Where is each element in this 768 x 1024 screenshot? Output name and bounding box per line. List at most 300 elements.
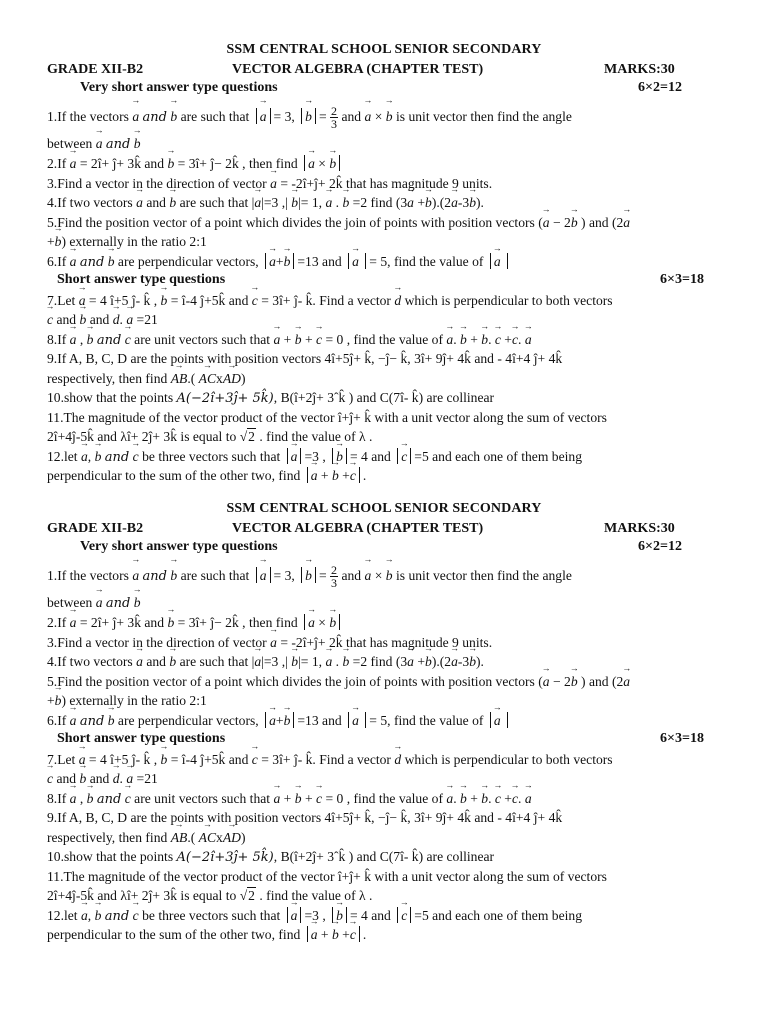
test-sheet-bottom: [0, 499, 768, 958]
vector-a: → a: [70, 711, 77, 730]
vector-c: → c: [252, 291, 258, 310]
q7-text: = î-4 ĵ+5k̂ and: [170, 293, 249, 308]
vector-a: → a: [352, 711, 359, 730]
q1-text: =: [318, 109, 327, 124]
vector-b: → b: [332, 925, 339, 944]
q12-text: .: [362, 468, 367, 483]
vector-b: → b: [386, 104, 393, 130]
vector-a: → a: [291, 906, 298, 925]
q4-text: =2 find (3: [352, 195, 408, 210]
vector-a: → a: [352, 252, 359, 271]
vector-a: → a: [70, 252, 77, 271]
q10-text: , B(î+2ĵ+ 3ˆk̂ ) and C(7î- k̂) are collinear: [273, 849, 495, 864]
question-12: 12.let → a, → b and → c be three vectors such that → a =3 , → b = 4 and → c =5 and each one of them being: [47, 906, 727, 926]
q1-text: 1.If the vectors: [47, 568, 129, 583]
vector-a: → a: [136, 193, 143, 212]
vector-ab: → AB: [171, 828, 188, 847]
vector-a: → a: [325, 652, 332, 671]
q10-text: 10.show that the points: [47, 390, 174, 405]
vector-b: → b: [170, 104, 177, 130]
q12-text: perpendicular to the sum of the other two, find: [47, 927, 301, 942]
vector-c: → c: [401, 906, 407, 925]
vector-a: → a: [311, 925, 318, 944]
and-word: and: [105, 596, 131, 611]
question-11: [47, 867, 727, 886]
frac-den: 3: [331, 576, 338, 591]
q4-text: are such that |: [179, 195, 255, 210]
q12-text: =3 ,: [304, 449, 326, 464]
vector-a: → a: [81, 447, 88, 466]
question-1: [47, 104, 727, 130]
vector-b: → b: [336, 447, 343, 466]
vector-a: → a: [525, 330, 532, 349]
vector-c: → c: [316, 330, 322, 349]
vector-b: → b: [169, 193, 176, 212]
q2-text: = 2î+ ĵ+ 3k̂ and: [79, 615, 165, 630]
q8-text: are unit vectors such that: [134, 791, 271, 806]
vector-a: → a: [269, 252, 276, 271]
q11-text: 2î+4ĵ-5k̂ and λî+ 2ĵ+ 3k̂ is equal to: [47, 429, 237, 444]
vector-b: → b: [80, 769, 87, 788]
question-10: [47, 847, 727, 867]
vector-b: → b: [481, 789, 488, 808]
vector-a: → a: [543, 672, 550, 691]
vector-a: → a: [308, 154, 315, 173]
q1-text: 1.If the vectors: [47, 109, 129, 124]
q1-text: and: [341, 109, 362, 124]
question-3: [47, 174, 727, 193]
vector-b: → b: [332, 466, 339, 485]
and-word: and: [56, 312, 77, 327]
q1-text: =: [318, 568, 327, 583]
vector-a: → a: [270, 174, 277, 193]
and-word: and: [142, 110, 167, 125]
vector-b: → b: [134, 134, 141, 153]
vector-ac: → AC: [199, 369, 216, 388]
vector-c: → c: [401, 447, 407, 466]
vector-b: → b: [134, 593, 141, 612]
vector-c: → c: [495, 789, 501, 808]
and-word: and: [104, 909, 130, 924]
q7-text: 7.Let: [47, 752, 76, 767]
vector-b: → b: [170, 563, 177, 589]
and-word: and: [96, 333, 122, 348]
question-11-cont: 2î+4ĵ-5k̂ and λî+ 2ĵ+ 3k̂ is equal to √2 . find the value of λ .: [47, 888, 373, 903]
total-marks: MARKS:30: [604, 521, 675, 536]
vector-a: → a: [291, 447, 298, 466]
vector-b: → b: [469, 193, 476, 212]
q4-text: =2 find (3: [352, 654, 408, 669]
question-5-cont: +→ b) externally in the ratio 2:1: [47, 232, 727, 251]
vector-a: → a: [79, 750, 86, 769]
vector-b: → b: [329, 613, 336, 632]
vector-b: → b: [87, 789, 94, 808]
vector-b: → b: [87, 330, 94, 349]
vector-b: → b: [386, 563, 393, 589]
school-name: SSM CENTRAL SCHOOL SENIOR SECONDARY: [226, 42, 542, 57]
vector-a: → a: [81, 906, 88, 925]
vector-b: → b: [295, 789, 302, 808]
question-9-cont: respectively, then find → AB.( → ACx→ AD): [47, 828, 727, 847]
q1-text: is unit vector then find the angle: [395, 568, 572, 583]
question-5: 5.Find the position vector of a point which divides the join of points with position vectors (→ a − 2→ b ) and (2→ a: [47, 213, 727, 232]
vector-b: → b: [95, 447, 102, 466]
question-5-cont: +→ b) externally in the ratio 2:1: [47, 691, 727, 710]
vector-a: → a: [79, 291, 86, 310]
vector-b: → b: [305, 563, 312, 589]
vector-a: → a: [525, 789, 532, 808]
vector-a: → a: [407, 193, 414, 212]
q8-text: = 0 , find the value of: [325, 791, 443, 806]
q4-text: ).(2: [431, 654, 452, 669]
test-sheet-top: [0, 40, 768, 499]
times-sign: ×: [374, 568, 383, 583]
question-4: 4.If two vectors → a and → b are such that |→ a|=3 ,| → b|= 1, → a . → b =2 find (3→ a +→ b).(2→ a-3→ b).: [47, 652, 727, 671]
question-1-cont: [47, 593, 727, 613]
q12-text: be three vectors such that: [142, 908, 281, 923]
vector-b: → b: [291, 652, 298, 671]
question-1-cont: [47, 134, 727, 154]
chapter-title: VECTOR ALGEBRA (CHAPTER TEST): [232, 521, 484, 536]
section-marks: 6×2=12: [638, 539, 682, 554]
vector-c: → c: [133, 906, 139, 925]
q5-text: ) externally in the ratio 2:1: [61, 234, 207, 249]
and-word: and: [96, 792, 122, 807]
vector-d: → d: [113, 769, 120, 788]
question-9: [47, 349, 727, 368]
q1-text: between: [47, 136, 93, 151]
vector-a: → a: [132, 563, 139, 589]
grade: GRADE XII-B2: [47, 521, 144, 536]
q4-text: |= 1,: [298, 654, 323, 669]
sqrt-value: 2: [248, 429, 255, 444]
and-word: and: [105, 137, 131, 152]
vector-b: → b: [336, 906, 343, 925]
vector-a: → a: [446, 330, 453, 349]
q4-text: |=3 ,|: [261, 654, 288, 669]
vector-b: → b: [167, 613, 174, 632]
vector-c: → c: [495, 330, 501, 349]
fraction: [330, 564, 338, 589]
question-7: [47, 750, 727, 769]
vector-a: → a: [451, 193, 458, 212]
chapter-title: VECTOR ALGEBRA (CHAPTER TEST): [232, 62, 484, 77]
vector-c: → c: [252, 750, 258, 769]
question-7-cont: → c and → b and → d. → a =21: [47, 769, 727, 788]
q7-text: = 4 î+5 ĵ- k̂ ,: [88, 293, 158, 308]
q12-text: =5 and each one of them being: [414, 449, 582, 464]
q10-text: , B(î+2ĵ+ 3ˆk̂ ) and C(7î- k̂) are collinear: [273, 390, 495, 405]
q11-text: . find the value of λ .: [259, 888, 373, 903]
vector-a: → a: [126, 310, 133, 329]
vector-a: → a: [136, 652, 143, 671]
q9-text: 9.If A, B, C, D are the points with position vectors 4î+5ĵ+ k̂, −ĵ− k̂, 3î+ 9ĵ+ 4k̂ and - 4î+4 ĵ+ 4k̂: [47, 351, 563, 366]
point-a: A(−2î+3ĵ+ 5k̂): [176, 850, 274, 865]
q3-text: = -2î+ĵ+ 2k̂ that has magnitude 9 units.: [280, 176, 493, 191]
vector-a: → a: [273, 789, 280, 808]
q1-text: and: [341, 568, 362, 583]
vector-a: → a: [451, 652, 458, 671]
grade: GRADE XII-B2: [47, 62, 144, 77]
question-7: [47, 291, 727, 310]
vector-a: → a: [494, 252, 501, 271]
vector-a: → a: [308, 613, 315, 632]
vector-a: → a: [365, 104, 372, 130]
vector-c: → c: [316, 789, 322, 808]
vector-b: → b: [295, 330, 302, 349]
q6-text: are perpendicular vectors,: [117, 254, 259, 269]
vector-b: → b: [425, 652, 432, 671]
section-title: Short answer type questions: [57, 272, 226, 287]
vector-b: → b: [284, 711, 291, 730]
question-7-cont: → c and → b and → d. → a =21: [47, 310, 727, 329]
section-title: Short answer type questions: [57, 731, 226, 746]
vector-b: → b: [481, 330, 488, 349]
and-word: and: [79, 255, 105, 270]
vector-b: → b: [425, 193, 432, 212]
q4-text: 4.If two vectors: [47, 195, 133, 210]
vector-c: → c: [125, 330, 131, 349]
q2-text: = 3î+ ĵ− 2k̂ , then find: [177, 615, 298, 630]
question-6: 6.If → a and → b are perpendicular vectors, → a+→ b =13 and → a = 5, find the value of → a: [47, 711, 727, 731]
vector-a: → a: [446, 789, 453, 808]
q4-text: -3: [457, 654, 470, 669]
frac-num: 2: [331, 563, 338, 578]
q12-text: = 4 and: [349, 449, 391, 464]
vector-a: → a: [254, 652, 261, 671]
q6-text: 6.If: [47, 713, 67, 728]
question-5: 5.Find the position vector of a point which divides the join of points with position vectors (→ a − 2→ b ) and (2→ a: [47, 672, 727, 691]
vector-b: → b: [161, 291, 168, 310]
section-marks: 6×3=18: [660, 731, 704, 746]
vector-a: → a: [273, 330, 280, 349]
fraction: [330, 105, 338, 130]
q4-text: ).: [476, 195, 484, 210]
q6-text: =13 and: [297, 713, 342, 728]
vector-b: → b: [291, 193, 298, 212]
times-sign: ×: [318, 615, 326, 630]
vector-b: → b: [55, 691, 62, 710]
vector-c: → c: [512, 330, 518, 349]
vector-a: → a: [543, 213, 550, 232]
vector-a: → a: [126, 769, 133, 788]
vector-ad: → AD: [223, 369, 241, 388]
q11-text: 11.The magnitude of the vector product of the vector î+ĵ+ k̂ with a unit vector along the sum of vectors: [47, 410, 607, 425]
q8-text: are unit vectors such that: [134, 332, 271, 347]
q7-text: and: [89, 771, 110, 786]
sqrt-value: 2: [248, 888, 255, 903]
vector-b: → b: [460, 789, 467, 808]
q9-text: 9.If A, B, C, D are the points with position vectors 4î+5ĵ+ k̂, −ĵ− k̂, 3î+ 9ĵ+ 4k̂ and - 4î+4 ĵ+ 4k̂: [47, 810, 563, 825]
q6-text: = 5, find the value of: [369, 713, 484, 728]
question-2: [47, 613, 727, 632]
vector-b: → b: [329, 154, 336, 173]
q8-text: = 0 , find the value of: [325, 332, 443, 347]
q10-text: 10.show that the points: [47, 849, 174, 864]
q1-text: between: [47, 595, 93, 610]
question-2: [47, 154, 727, 173]
and-word: and: [146, 654, 166, 669]
section-marks: 6×3=18: [660, 272, 704, 287]
q1-text: is unit vector then find the angle: [395, 109, 572, 124]
vector-a: → a: [70, 154, 77, 173]
q5-text: ) externally in the ratio 2:1: [61, 693, 207, 708]
q5-text: ) and (2: [581, 215, 624, 230]
q1-text: are such that: [180, 109, 250, 124]
vector-ac: → AC: [199, 828, 216, 847]
q2-text: 2.If: [47, 615, 67, 630]
q7-text: = 3î+ ĵ- k̂. Find a vector: [261, 752, 391, 767]
q4-text: are such that |: [179, 654, 255, 669]
vector-b: → b: [95, 906, 102, 925]
vector-a: → a: [407, 652, 414, 671]
vector-c: → c: [350, 925, 356, 944]
q7-text: = 4 î+5 ĵ- k̂ ,: [88, 752, 158, 767]
vector-b: → b: [305, 104, 312, 130]
vector-a: → a: [254, 193, 261, 212]
q2-text: 2.If: [47, 156, 67, 171]
q4-text: |=3 ,|: [261, 195, 288, 210]
q12-text: =5 and each one of them being: [414, 908, 582, 923]
vector-ab: → AB: [171, 369, 188, 388]
q4-text: |= 1,: [298, 195, 323, 210]
vector-a: → a: [623, 213, 630, 232]
and-word: and: [104, 450, 130, 465]
q12-text: be three vectors such that: [142, 449, 281, 464]
and-word: and: [146, 195, 166, 210]
q12-text: = 4 and: [349, 908, 391, 923]
q6-text: =13 and: [297, 254, 342, 269]
q3-text: 3.Find a vector in the direction of vector: [47, 635, 267, 650]
vector-ad: → AD: [223, 828, 241, 847]
q12-text: 12.let: [47, 908, 78, 923]
vector-d: → d: [394, 750, 401, 769]
frac-num: 2: [331, 104, 338, 119]
vector-b: → b: [169, 652, 176, 671]
q4-text: ).: [476, 654, 484, 669]
total-marks: MARKS:30: [604, 62, 675, 77]
vector-c: → c: [350, 466, 356, 485]
q8-text: 8.If: [47, 791, 67, 806]
q12-text: perpendicular to the sum of the other two, find: [47, 468, 301, 483]
question-6: 6.If → a and → b are perpendicular vectors, → a+→ b =13 and → a = 5, find the value of → a: [47, 252, 727, 272]
q7-text: = 3î+ ĵ- k̂. Find a vector: [261, 293, 391, 308]
q6-text: are perpendicular vectors,: [117, 713, 259, 728]
vector-b: → b: [571, 672, 578, 691]
vector-a: → a: [96, 134, 103, 153]
section-title: Very short answer type questions: [80, 539, 278, 554]
vector-b: → b: [80, 310, 87, 329]
vector-a: → a: [623, 672, 630, 691]
q4-text: 4.If two vectors: [47, 654, 133, 669]
q7-text: = î-4 ĵ+5k̂ and: [170, 752, 249, 767]
vector-b: → b: [571, 213, 578, 232]
vector-a: → a: [325, 193, 332, 212]
q1-text: = 3,: [273, 568, 295, 583]
q4-text: -3: [457, 195, 470, 210]
q7-text: 7.Let: [47, 293, 76, 308]
question-9-cont: respectively, then find → AB.( → ACx→ AD): [47, 369, 727, 388]
vector-b: → b: [342, 652, 349, 671]
q1-text: = 3,: [273, 109, 295, 124]
vector-c: → c: [47, 769, 53, 788]
vector-a: → a: [132, 104, 139, 130]
vector-c: → c: [125, 789, 131, 808]
q8-text: 8.If: [47, 332, 67, 347]
vector-b: → b: [469, 652, 476, 671]
section-title: Very short answer type questions: [80, 80, 278, 95]
q11-text: 11.The magnitude of the vector product of the vector î+ĵ+ k̂ with a unit vector along the sum of vectors: [47, 869, 607, 884]
question-3: [47, 633, 727, 652]
question-1: [47, 563, 727, 589]
question-11: [47, 408, 727, 427]
vector-a: → a: [494, 711, 501, 730]
vector-a: → a: [70, 789, 77, 808]
question-12-cont: perpendicular to the sum of the other two, find → a + → b +→ c .: [47, 466, 727, 485]
q5-text: 5.Find the position vector of a point which divides the join of points with position vectors (: [47, 215, 543, 230]
q9-text: respectively, then find: [47, 371, 168, 386]
vector-b: → b: [108, 252, 115, 271]
vector-b: → b: [284, 252, 291, 271]
and-word: and: [142, 569, 167, 584]
q7-text: =21: [136, 312, 158, 327]
q7-text: and: [89, 312, 110, 327]
section-marks: 6×2=12: [638, 80, 682, 95]
vector-b: → b: [342, 193, 349, 212]
q3-text: = -2î+ĵ+ 2k̂ that has magnitude 9 units.: [280, 635, 493, 650]
question-9: [47, 808, 727, 827]
point-a: A(−2î+3ĵ+ 5k̂): [176, 391, 274, 406]
q6-text: 6.If: [47, 254, 67, 269]
q1-text: are such that: [180, 568, 250, 583]
vector-c: → c: [47, 310, 53, 329]
q5-text: ) and (2: [581, 674, 624, 689]
vector-a: → a: [365, 563, 372, 589]
q6-text: = 5, find the value of: [369, 254, 484, 269]
q12-text: .: [362, 927, 367, 942]
and-word: and: [56, 771, 77, 786]
q3-text: 3.Find a vector in the direction of vector: [47, 176, 267, 191]
q12-text: =3 ,: [304, 908, 326, 923]
vector-b: → b: [55, 232, 62, 251]
vector-b: → b: [460, 330, 467, 349]
q5-text: 5.Find the position vector of a point which divides the join of points with position vectors (: [47, 674, 543, 689]
vector-c: → c: [512, 789, 518, 808]
vector-b: → b: [108, 711, 115, 730]
times-sign: ×: [318, 156, 326, 171]
q11-text: . find the value of λ .: [259, 429, 373, 444]
vector-a: → a: [260, 104, 267, 130]
vector-a: → a: [70, 330, 77, 349]
question-8: 8.If → a , → b and → c are unit vectors such that → a + → b + → c = 0 , find the value of → a. → b + → b. → c +→ c. → a: [47, 330, 727, 350]
school-name: SSM CENTRAL SCHOOL SENIOR SECONDARY: [226, 501, 542, 516]
and-word: and: [79, 714, 105, 729]
q7-text: which is perpendicular to both vectors: [404, 293, 613, 308]
section-short: [0, 272, 768, 290]
vector-a: → a: [260, 563, 267, 589]
frac-den: 3: [331, 117, 338, 132]
vector-d: → d: [113, 310, 120, 329]
vector-a: → a: [311, 466, 318, 485]
vector-c: → c: [133, 447, 139, 466]
section-short: [0, 731, 768, 749]
q12-text: 12.let: [47, 449, 78, 464]
question-12: 12.let → a, → b and → c be three vectors such that → a =3 , → b = 4 and → c =5 and each one of them being: [47, 447, 727, 467]
question-10: [47, 388, 727, 408]
q2-text: = 3î+ ĵ− 2k̂ , then find: [177, 156, 298, 171]
q9-text: respectively, then find: [47, 830, 168, 845]
question-11-cont: 2î+4ĵ-5k̂ and λî+ 2ĵ+ 3k̂ is equal to √2 . find the value of λ .: [47, 429, 373, 444]
